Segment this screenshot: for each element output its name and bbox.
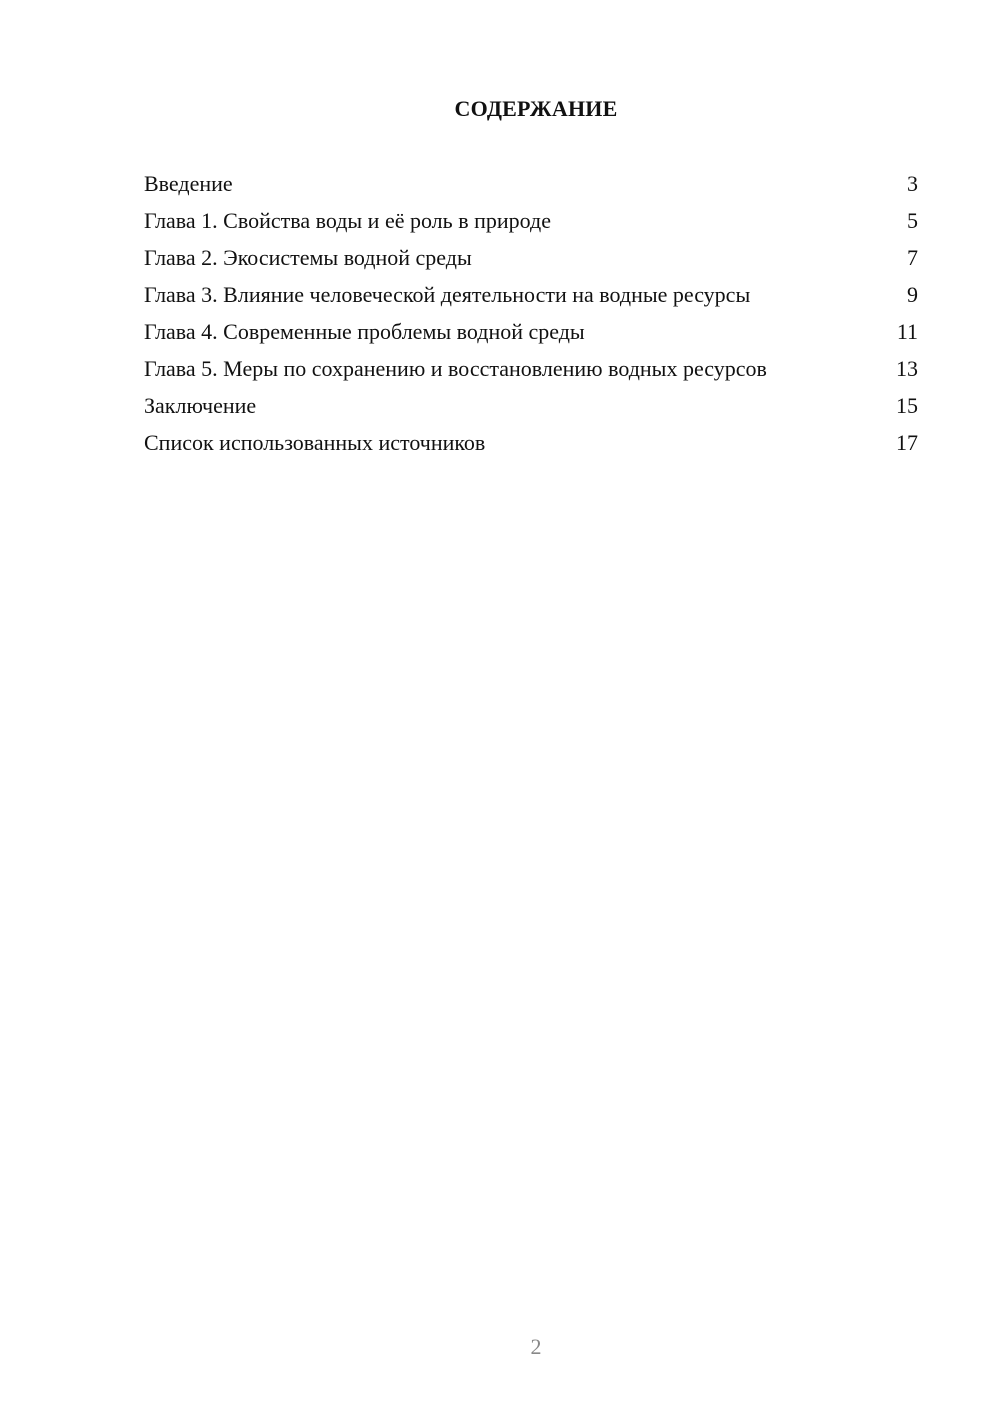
toc-entry <box>144 392 918 419</box>
page-number: 2 <box>530 1334 542 1359</box>
toc-entry <box>144 281 918 308</box>
table-of-contents <box>144 170 918 466</box>
toc-entry <box>144 429 918 456</box>
toc-entry <box>144 170 918 197</box>
toc-entry-page: 17 <box>896 430 918 455</box>
toc-entry-page: 11 <box>896 319 918 344</box>
page-title: СОДЕРЖАНИЕ <box>454 96 618 121</box>
toc-entry <box>144 244 918 271</box>
toc-entry-page: 7 <box>907 245 918 270</box>
toc-entry <box>144 318 918 345</box>
toc-entry-page: 13 <box>896 356 918 381</box>
toc-entry-page: 15 <box>896 393 918 418</box>
toc-entry-page: 9 <box>907 282 918 307</box>
toc-entry-label: Глава 1. Свойства воды и её роль в природе <box>144 208 551 233</box>
toc-entry-label: Введение <box>144 171 233 196</box>
toc-entry-label: Глава 3. Влияние человеческой деятельности на водные ресурсы <box>144 282 751 307</box>
toc-entry-page: 5 <box>907 208 918 233</box>
toc-entry-label: Список использованных источников <box>144 430 486 455</box>
toc-entry-label: Глава 4. Современные проблемы водной среды <box>144 319 585 344</box>
toc-entry-page: 3 <box>907 171 918 196</box>
toc-entry <box>144 207 918 234</box>
toc-entry-label: Глава 5. Меры по сохранению и восстановлению водных ресурсов <box>144 356 767 381</box>
toc-entry-label: Глава 2. Экосистемы водной среды <box>144 245 472 270</box>
toc-entry <box>144 355 918 382</box>
toc-entry-label: Заключение <box>144 393 257 418</box>
